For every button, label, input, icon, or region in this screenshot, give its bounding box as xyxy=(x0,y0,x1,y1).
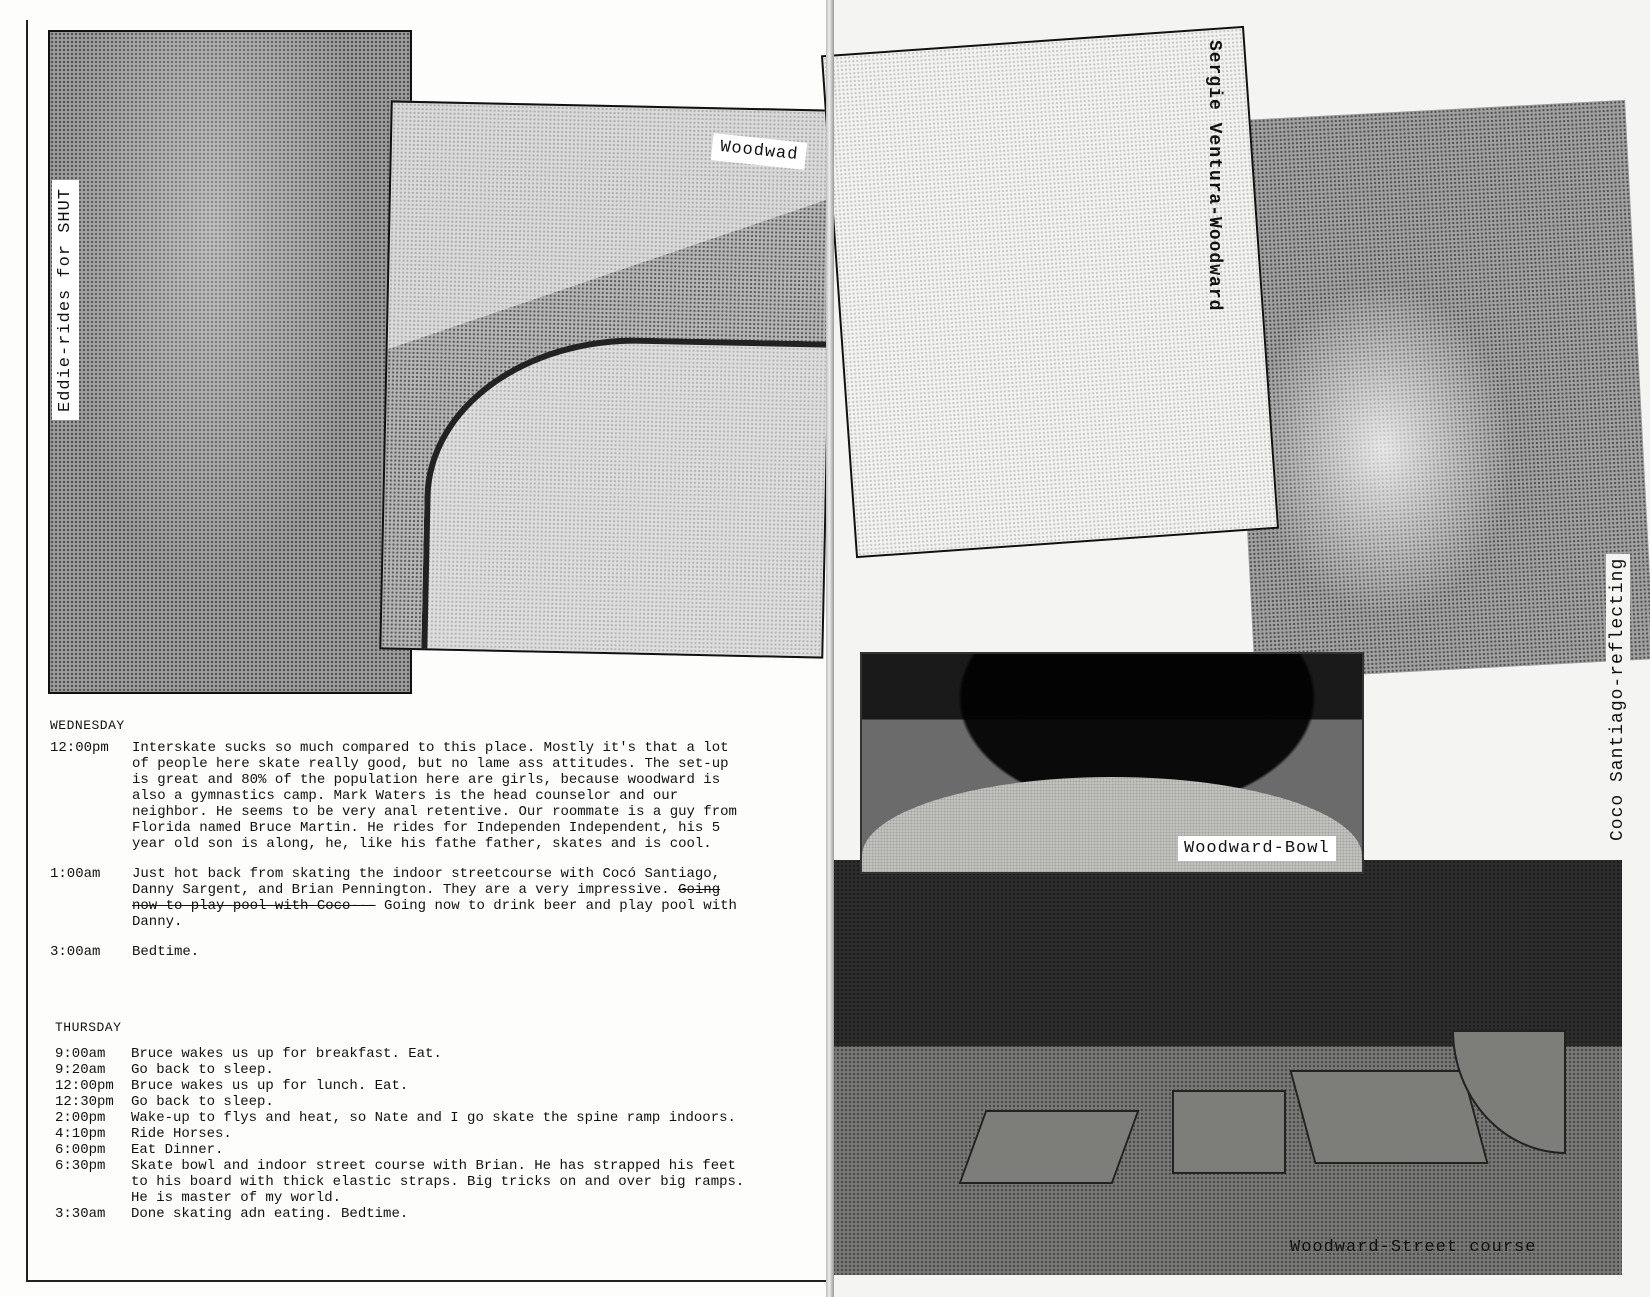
entry-time: 2:00pm xyxy=(55,1110,106,1126)
entry-time: 9:20am xyxy=(55,1062,106,1078)
photo-eddie xyxy=(48,30,412,694)
log-entry xyxy=(55,1206,751,1222)
entry-text: Bruce wakes us up for breakfast. Eat. xyxy=(131,1046,442,1062)
page-edge-bottom xyxy=(26,1280,826,1282)
entry-time: 12:00pm xyxy=(50,740,109,756)
photo-street-course xyxy=(832,860,1622,1275)
entry-text-struck: Going now to play pool with Coco--- xyxy=(132,882,721,914)
wednesday-heading: WEDNESDAY xyxy=(50,718,125,733)
entry-text: Done skating adn eating. Bedtime. xyxy=(131,1206,409,1222)
log-entry xyxy=(50,866,752,930)
wednesday-log xyxy=(50,740,752,974)
entry-time: 3:00am xyxy=(50,944,101,960)
entry-text: Wake-up to flys and heat, so Nate and I go skate the spine ramp indoors. xyxy=(131,1110,736,1126)
caption-street-course: Woodward-Street course xyxy=(1290,1238,1537,1257)
log-entry xyxy=(55,1110,751,1126)
log-entry xyxy=(55,1078,751,1094)
log-entry xyxy=(55,1142,751,1158)
entry-text: Bruce wakes us up for lunch. Eat. xyxy=(131,1078,409,1094)
entry-text: Ride Horses. xyxy=(131,1126,232,1142)
street-rail-ramp xyxy=(1289,1070,1488,1164)
log-entry xyxy=(55,1126,751,1142)
entry-time: 4:10pm xyxy=(55,1126,106,1142)
page-edge xyxy=(26,20,28,1280)
entry-text xyxy=(132,866,752,930)
entry-time: 12:30pm xyxy=(55,1094,114,1110)
entry-text-main: Just hot back from skating the indoor streetcourse with Cocó Santiago, Danny Sargent, and Brian Pennington. They are a very impressive. xyxy=(132,866,721,898)
photo-coco-santiago xyxy=(1226,100,1650,680)
caption-woodwad: Woodwad xyxy=(711,133,808,170)
entry-text: Interskate sucks so much compared to this place. Mostly it's that a lot of people here skate really good, but no lame ass attitudes. The set-up is great and 80% of the population here are girls, because woodward is also a gymnastics camp. Mark Waters is the head counselor and our neighbor. He seems to be very anal retentive. Our roommate is a guy from Florida named Bruce Martin. He rides for Independen Independent, his 5 year old son is along, he, like his fathe father, skates and is cool. xyxy=(132,740,737,852)
thursday-log xyxy=(55,1046,751,1222)
log-entry xyxy=(55,1158,751,1206)
entry-time: 9:00am xyxy=(55,1046,106,1062)
log-entry xyxy=(55,1094,751,1110)
book-spine xyxy=(826,0,834,1297)
caption-eddie: Eddie-rides for SHUT xyxy=(52,180,79,420)
entry-time: 1:00am xyxy=(50,866,101,882)
entry-time: 12:00pm xyxy=(55,1078,114,1094)
street-ramp xyxy=(959,1110,1140,1184)
street-box xyxy=(1172,1090,1286,1174)
caption-sergie: Sergie Ventura-Woodward xyxy=(1204,40,1224,312)
entry-text-after: Going now to drink beer and play pool with Danny. xyxy=(132,898,737,930)
log-entry xyxy=(55,1062,751,1078)
log-entry xyxy=(50,740,752,852)
quarter-pipe-ramp xyxy=(421,333,830,658)
entry-text: Bedtime. xyxy=(132,944,200,960)
entry-time: 6:00pm xyxy=(55,1142,106,1158)
log-entry xyxy=(50,944,752,960)
photo-woodwad-ramp xyxy=(379,100,830,658)
entry-time: 3:30am xyxy=(55,1206,106,1222)
log-entry xyxy=(55,1046,751,1062)
thursday-heading: THURSDAY xyxy=(55,1020,122,1035)
entry-text: Go back to sleep. xyxy=(131,1062,274,1078)
caption-coco: Coco Santiago-reflecting xyxy=(1606,554,1630,845)
entry-text: Skate bowl and indoor street course with Brian. He has strapped his feet to his board with thick elastic straps. Big tricks on and over big ramps. He is master of my world. xyxy=(131,1158,745,1206)
caption-bowl: Woodward-Bowl xyxy=(1178,836,1336,861)
entry-time: 6:30pm xyxy=(55,1158,106,1174)
entry-text: Go back to sleep. xyxy=(131,1094,274,1110)
entry-text: Eat Dinner. xyxy=(131,1142,224,1158)
